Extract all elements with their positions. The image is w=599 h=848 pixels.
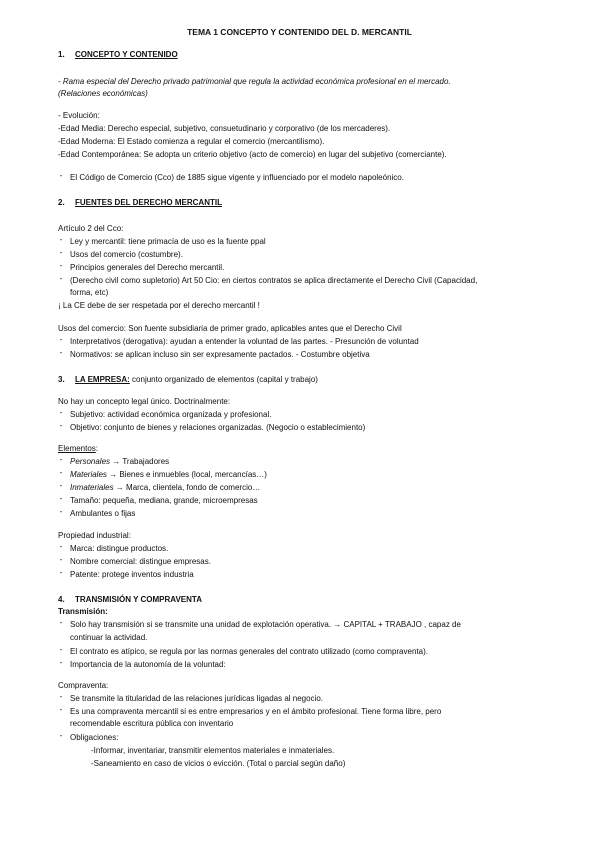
ce-note: ¡ La CE debe de ser respetada por el derecho mercantil ! [58,301,260,310]
codigo-comercio-note: El Código de Comercio (Cco) de 1885 sigue vigente y influenciado por el modelo napoleónico. [70,173,404,182]
elemento-item: Tamaño: pequeña, mediana, grande, microempresas [70,496,258,505]
evolucion-title: - Evolución: [58,111,100,120]
transmision-item: Importancia de la autonomía de la voluntad: [70,660,226,669]
section-4-heading: TRANSMISIÓN Y COMPRAVENTA [75,595,202,604]
compraventa-heading: Compraventa: [58,681,109,690]
bullet-dash: - [59,274,63,283]
obligacion-item: -Informar, inventariar, transmitir elementos materiales e inmateriales. [91,746,335,755]
bullet-dash: - [59,542,63,551]
bullet-dash: - [59,494,63,503]
bullet-dash: - [59,731,63,740]
bullet-dash: - [59,692,63,701]
compraventa-item-continuation: recomendable escritura pública con inventario [70,719,234,728]
bullet-dash: - [59,421,63,430]
propiedad-item: Nombre comercial: distingue empresas. [70,557,211,566]
transmision-item: El contrato es atípico, se regula por las normas generales del contrato utilizado (como compraventa). [70,647,428,656]
elemento-desc: → Marca, clientela, fondo de comercio… [113,483,261,492]
section-3-heading-rest: conjunto organizado de elementos (capital y trabajo) [129,375,318,384]
bullet-dash: - [59,705,63,714]
elemento-desc: → Bienes e inmuebles (local, mercancías…) [106,470,267,479]
document-title: TEMA 1 CONCEPTO Y CONTENIDO DEL D. MERCANTIL [187,27,412,37]
compraventa-item: Es una compraventa mercantil si es entre empresarios y en el ámbito profesional. Tiene forma libre, pero [70,707,442,716]
elemento-item [70,482,260,493]
bullet-dash: - [59,658,63,667]
bullet-dash: - [59,507,63,516]
section-2-heading: FUENTES DEL DERECHO MERCANTIL [75,198,222,207]
elemento-type: Personales [70,457,111,466]
bullet-dash: - [59,335,63,344]
section-2-number: 2. [58,198,65,207]
evolucion-item: -Edad Contemporánea: Se adopta un criterio objetivo (acto de comercio) en lugar del subjetivo (comerciante). [58,150,447,159]
bullet-dash: - [59,235,63,244]
propiedad-item: Marca: distingue productos. [70,544,169,553]
propiedad-industrial-heading: Propiedad industrial: [58,531,131,540]
elemento-type: Materiales [70,470,107,479]
obligacion-item: -Saneamiento en caso de vicios o evicción. (Total o parcial según daño) [91,759,346,768]
elementos-colon: : [95,444,99,453]
fuente-item: Usos del comercio (costumbre). [70,250,183,259]
evolucion-item: -Edad Media: Derecho especial, subjetivo, consuetudinario y corporativo (de los mercaderes). [58,124,391,133]
section-4-number: 4. [58,595,65,604]
elementos-heading: Elementos [58,444,96,453]
fuente-item: Ley y mercantil: tiene primacía de uso es la fuente ppal [70,237,266,246]
articulo-2-label: Artículo 2 del Cco: [58,224,124,233]
bullet-dash: - [59,248,63,257]
definition-line-2: (Relaciones económicas) [58,89,148,98]
propiedad-item: Patente: protege inventos industria [70,570,194,579]
usos-comercio-line: Usos del comercio: Son fuente subsidiaria de primer grado, aplicables antes que el Derecho Civil [58,324,402,333]
bullet-dash: - [59,555,63,564]
transmision-heading: Transmisión: [58,607,108,616]
definition-line-1: - Rama especial del Derecho privado patrimonial que regula la actividad económica profesional en el mercado. [58,77,451,86]
elemento-item: Ambulantes o fijas [70,509,136,518]
concepto-item: Subjetivo: actividad económica organizada y profesional. [70,410,272,419]
transmision-item: Solo hay transmisión si se transmite una unidad de explotación operativa. → CAPITAL + TRABAJO , capaz de [70,620,461,629]
elemento-type: Inmateriales [70,483,114,492]
bullet-dash: - [59,568,63,577]
no-concepto-line: No hay un concepto legal único. Doctrinalmente: [58,397,231,406]
section-3-heading: LA EMPRESA: [75,375,130,384]
bullet-dash: - [59,618,63,627]
concepto-item: Objetivo: conjunto de bienes y relaciones organizadas. (Negocio o establecimiento) [70,423,366,432]
fuente-item-continuation: forma, etc) [70,288,109,297]
section-3-heading-line [75,374,318,385]
transmision-item-continuation: continuar la actividad. [70,633,148,642]
compraventa-item: Se transmite la titularidad de las relaciones jurídicas ligadas al negocio. [70,694,324,703]
bullet-dash: - [59,645,63,654]
section-1-number: 1. [58,50,65,59]
bullet-dash: - [59,261,63,270]
usos-item: Interpretativos (derogativa): ayudan a entender la voluntad de las partes. - Presunción de voluntad [70,337,419,346]
compraventa-item: Obligaciones: [70,733,119,742]
elemento-item [70,469,267,480]
bullet-dash: - [59,468,63,477]
fuente-item: Principios generales del Derecho mercantil. [70,263,225,272]
section-1-heading: CONCEPTO Y CONTENIDO [75,50,178,59]
bullet-dash: - [59,408,63,417]
evolucion-item: -Edad Moderna: El Estado comienza a regular el comercio (mercantilismo). [58,137,325,146]
bullet-dash: - [59,171,63,180]
elementos-heading-line [58,443,98,454]
elemento-item [70,456,169,467]
bullet-dash: - [59,481,63,490]
usos-item: Normativos: se aplican incluso sin ser expresamente pactados. - Costumbre objetiva [70,350,370,359]
bullet-dash: - [59,455,63,464]
elemento-desc: → Trabajadores [110,457,170,466]
section-3-number: 3. [58,375,65,384]
bullet-dash: - [59,348,63,357]
fuente-item: (Derecho civil como supletorio) Art 50 Cio: en ciertos contratos se aplica directamente el Derecho Civil (Capacidad, [70,276,478,285]
